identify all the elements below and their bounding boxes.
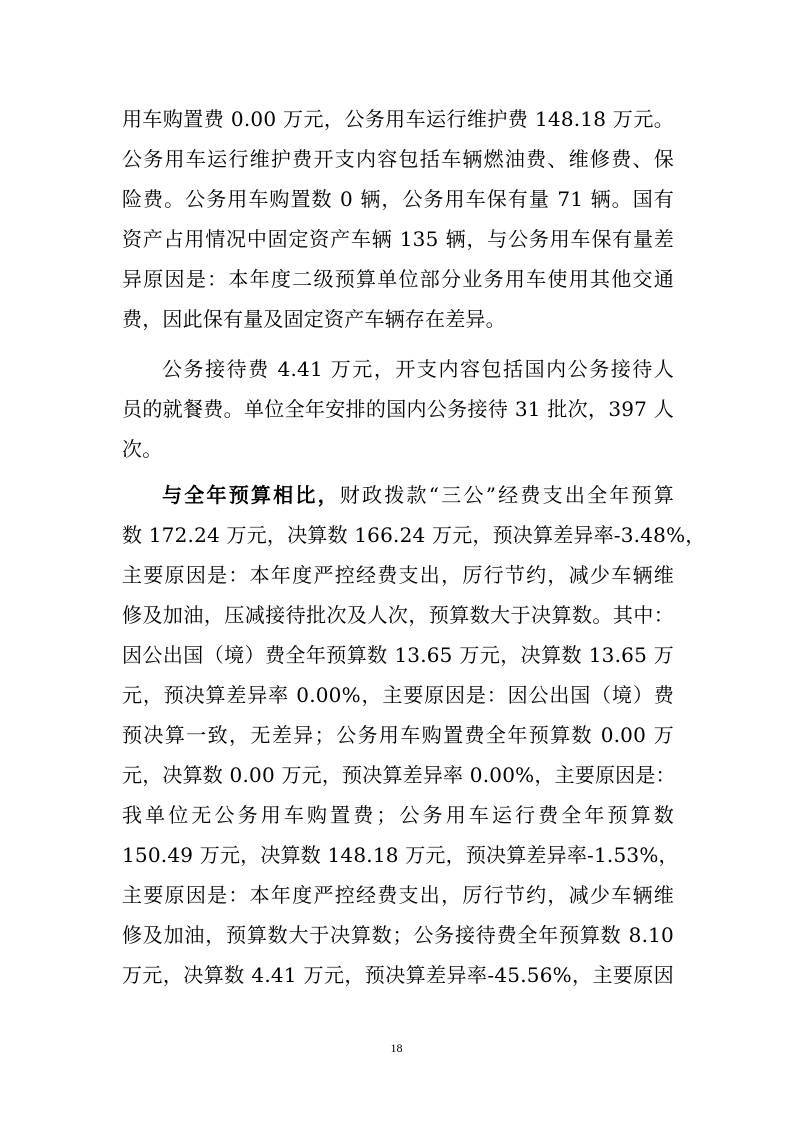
body-text-line: 资产占用情况中固定资产车辆 135 辆，与公务用车保有量差	[122, 227, 674, 251]
body-text-line: 预决算一致，无差异；公务用车购置费全年预算数 0.00 万	[122, 723, 674, 747]
body-text-line: 异原因是：本年度二级预算单位部分业务用车使用其他交通	[122, 267, 674, 291]
body-text-line: 主要原因是：本年度严控经费支出，厉行节约，减少车辆维	[122, 563, 674, 587]
body-text-line: 修及加油，预算数大于决算数；公务接待费全年预算数 8.10	[122, 923, 674, 947]
body-text-line: 150.49 万元，决算数 148.18 万元，预决算差异率-1.53%，	[122, 843, 679, 867]
body-text-run: 财政拨款“三公”经费支出全年预算	[339, 483, 674, 507]
body-text-line: 费，因此保有量及固定资产车辆存在差异。	[122, 307, 506, 331]
body-text-line: 员的就餐费。单位全年安排的国内公务接待 31 批次，397 人	[122, 397, 674, 421]
body-text-line: 数 172.24 万元，决算数 166.24 万元，预决算差异率-3.48%，	[122, 523, 706, 547]
body-text-line: 用车购置费 0.00 万元，公务用车运行维护费 148.18 万元。	[122, 107, 674, 131]
paragraph-first-line: 公务接待费 4.41 万元，开支内容包括国内公务接待人	[162, 357, 674, 381]
body-text-line: 因公出国（境）费全年预算数 13.65 万元，决算数 13.65 万	[122, 643, 674, 667]
body-text-line: 元，预决算差异率 0.00%，主要原因是：因公出国（境）费	[122, 683, 674, 707]
body-text-line: 险费。公务用车购置数 0 辆，公务用车保有量 71 辆。国有	[122, 187, 674, 211]
body-text-line: 主要原因是：本年度严控经费支出，厉行节约，减少车辆维	[122, 883, 674, 907]
body-text-line: 次。	[122, 437, 163, 461]
paragraph-first-line	[162, 481, 674, 509]
page-number: 18	[390, 1041, 403, 1055]
body-text-line: 我单位无公务用车购置费；公务用车运行费全年预算数	[122, 803, 674, 827]
body-text-line: 修及加油，压减接待批次及人次，预算数大于决算数。其中：	[122, 603, 674, 627]
body-text-line: 万元，决算数 4.41 万元，预决算差异率-45.56%，主要原因	[122, 963, 674, 987]
bold-lead-phrase: 与全年预算相比，	[162, 483, 340, 507]
body-text-line: 公务用车运行维护费开支内容包括车辆燃油费、维修费、保	[122, 147, 674, 171]
body-text-line: 元，决算数 0.00 万元，预决算差异率 0.00%，主要原因是：	[122, 763, 676, 787]
